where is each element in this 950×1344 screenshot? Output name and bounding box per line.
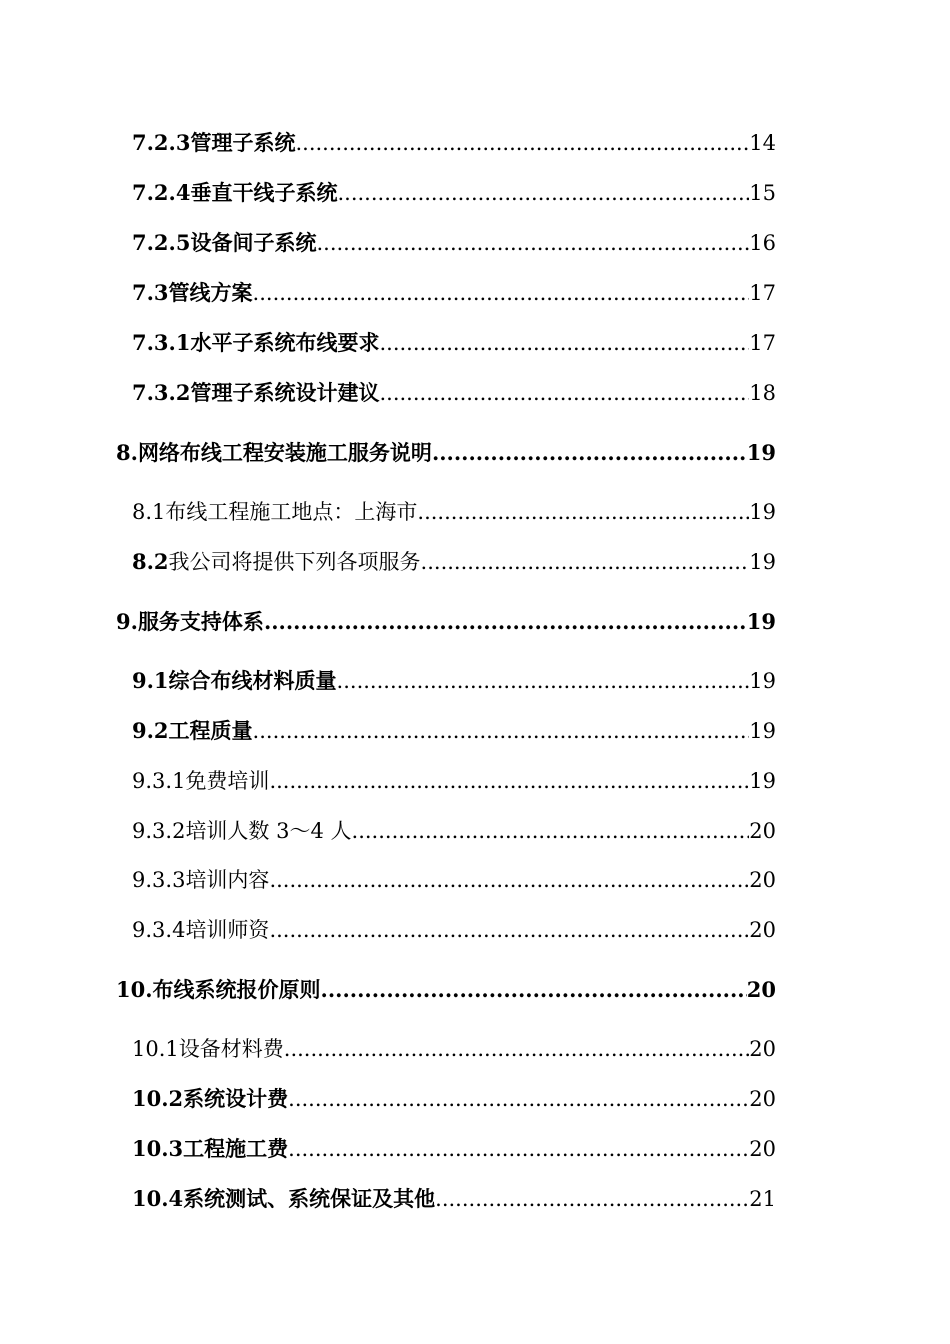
toc-page-number: 17 (749, 281, 776, 305)
toc-dot-leader (264, 607, 747, 637)
toc-entry-title (132, 547, 421, 577)
toc-entry[interactable] (116, 607, 776, 637)
toc-dot-leader (417, 497, 749, 527)
toc-entry[interactable] (132, 547, 776, 577)
toc-entry-text: 免费培训 (185, 769, 270, 793)
toc-entry-title (132, 278, 253, 308)
toc-page-number: 20 (749, 868, 776, 892)
toc-entry-text: 培训内容 (185, 868, 270, 892)
toc-entry-number: 10.1 (132, 1037, 179, 1061)
toc-entry[interactable] (116, 438, 776, 468)
toc-entry-number: 10.3 (132, 1136, 184, 1161)
toc-page-number: 20 (749, 1137, 776, 1161)
toc-entry-text: 管理子系统设计建议 (190, 380, 380, 405)
toc-entry-title (132, 1084, 288, 1114)
toc-entry-title (116, 975, 321, 1005)
toc-entry[interactable] (132, 1034, 776, 1064)
toc-entry[interactable] (132, 278, 776, 308)
toc-page-number: 19 (749, 500, 776, 524)
toc-entry-number: 7.2.3 (132, 130, 191, 155)
toc-page-number: 20 (749, 1037, 776, 1061)
toc-entry[interactable] (132, 666, 776, 696)
toc-entry-title (132, 915, 269, 945)
toc-dot-leader (352, 816, 750, 846)
toc-entry-text: 管理子系统 (190, 130, 296, 155)
toc-entry-text: 管线方案 (168, 280, 253, 305)
toc-dot-leader (269, 865, 749, 895)
toc-entry-number: 7.3.1 (132, 330, 191, 355)
toc-entry-text: 培训师资 (185, 918, 270, 942)
toc-page-number: 19 (749, 550, 776, 574)
toc-page-number: 21 (749, 1187, 776, 1211)
toc-entry-title (132, 816, 352, 846)
toc-page-number: 15 (749, 181, 776, 205)
toc-entry-number: 7.3.2 (132, 380, 191, 405)
toc-entry-text: 网络布线工程安装施工服务说明 (137, 440, 432, 465)
toc-entry-number: 9.3.1 (132, 769, 186, 793)
toc-entry[interactable] (132, 128, 776, 158)
toc-entry-title (132, 228, 316, 258)
toc-page-number: 17 (749, 331, 776, 355)
toc-entry[interactable] (132, 915, 776, 945)
toc-entry-number: 10. (116, 977, 153, 1002)
toc-dot-leader (269, 915, 749, 945)
toc-entry-number: 8.2 (132, 549, 169, 574)
toc-entry[interactable] (132, 766, 776, 796)
toc-entry[interactable] (132, 178, 776, 208)
toc-entry-title (132, 716, 253, 746)
toc-page-number: 19 (749, 669, 776, 693)
toc-entry[interactable] (116, 975, 776, 1005)
toc-entry-title (132, 666, 337, 696)
toc-page-number: 19 (746, 440, 776, 465)
toc-entry-number: 9.3.3 (132, 868, 186, 892)
toc-entry[interactable] (132, 497, 776, 527)
toc-entry-number: 9.3.2 (132, 819, 186, 843)
toc-entry[interactable] (132, 1184, 776, 1214)
toc-dot-leader (253, 278, 750, 308)
toc-dot-leader (288, 1084, 749, 1114)
toc-dot-leader (337, 178, 749, 208)
toc-entry-text: 垂直干线子系统 (190, 180, 338, 205)
toc-dot-leader (316, 228, 749, 258)
toc-page-number: 20 (749, 1087, 776, 1111)
toc-dot-leader (284, 1034, 750, 1064)
toc-entry-number: 9.1 (132, 668, 169, 693)
toc-entry-text: 培训人数 3～4 人 (185, 819, 352, 843)
toc-entry-title (132, 766, 269, 796)
toc-page-number: 19 (749, 719, 776, 743)
toc-entry[interactable] (132, 328, 776, 358)
toc-dot-leader (379, 378, 749, 408)
toc-entry-title (132, 865, 269, 895)
toc-entry-number: 7.2.4 (132, 180, 191, 205)
toc-dot-leader (435, 1184, 749, 1214)
toc-entry-title (132, 178, 337, 208)
toc-page-number: 19 (749, 769, 776, 793)
toc-dot-leader (432, 438, 747, 468)
toc-entry[interactable] (132, 1134, 776, 1164)
toc-dot-leader (253, 716, 750, 746)
toc-dot-leader (421, 547, 750, 577)
toc-entry-text: 布线系统报价原则 (152, 977, 321, 1002)
toc-entry-text: 设备材料费 (178, 1037, 284, 1061)
toc-entry-number: 8. (116, 440, 138, 465)
toc-entry-text: 水平子系统布线要求 (190, 330, 380, 355)
toc-page-number: 16 (749, 231, 776, 255)
toc-entry-number: 10.4 (132, 1186, 184, 1211)
toc-dot-leader (295, 128, 749, 158)
toc-entry-title (132, 1134, 288, 1164)
toc-entry-title (132, 378, 379, 408)
toc-entry-text: 系统设计费 (183, 1086, 289, 1111)
toc-dot-leader (337, 666, 750, 696)
toc-page-number: 20 (749, 918, 776, 942)
toc-entry-text: 服务支持体系 (137, 609, 264, 634)
toc-entry-title (116, 607, 264, 637)
toc-entry-text: 我公司将提供下列各项服务 (168, 550, 421, 574)
toc-entry-text: 工程施工费 (183, 1136, 289, 1161)
toc-entry[interactable] (132, 716, 776, 746)
toc-entry-number: 7.2.5 (132, 230, 191, 255)
toc-entry[interactable] (132, 378, 776, 408)
toc-entry-number: 9. (116, 609, 138, 634)
toc-entry-number: 7.3 (132, 280, 169, 305)
toc-dot-leader (321, 975, 747, 1005)
toc-entry-title (132, 1034, 284, 1064)
toc-entry-text: 综合布线材料质量 (168, 668, 337, 693)
toc-entry-title (116, 438, 432, 468)
toc-dot-leader (288, 1134, 749, 1164)
toc-entry-number: 8.1 (132, 500, 166, 524)
toc-entry-number: 9.3.4 (132, 918, 186, 942)
toc-page-number: 14 (749, 131, 776, 155)
toc-page-number: 18 (749, 381, 776, 405)
toc-entry-title (132, 128, 295, 158)
toc-dot-leader (269, 766, 749, 796)
toc-entry[interactable] (132, 816, 776, 846)
toc-entry-text: 布线工程施工地点：上海市 (165, 500, 418, 524)
toc-entry-title (132, 497, 417, 527)
toc-entry[interactable] (132, 228, 776, 258)
toc-entry-number: 9.2 (132, 718, 169, 743)
toc-page-number: 20 (749, 819, 776, 843)
toc-page-number: 20 (746, 977, 776, 1002)
toc-entry-text: 设备间子系统 (190, 230, 317, 255)
toc-entry-text: 工程质量 (168, 718, 253, 743)
toc-entry-number: 10.2 (132, 1086, 184, 1111)
toc-entry-title (132, 1184, 435, 1214)
toc-entry-title (132, 328, 379, 358)
toc-entry[interactable] (132, 1084, 776, 1114)
toc-entry-text: 系统测试、系统保证及其他 (183, 1186, 436, 1211)
toc-entry[interactable] (132, 865, 776, 895)
toc-page-number: 19 (746, 609, 776, 634)
toc-dot-leader (379, 328, 749, 358)
